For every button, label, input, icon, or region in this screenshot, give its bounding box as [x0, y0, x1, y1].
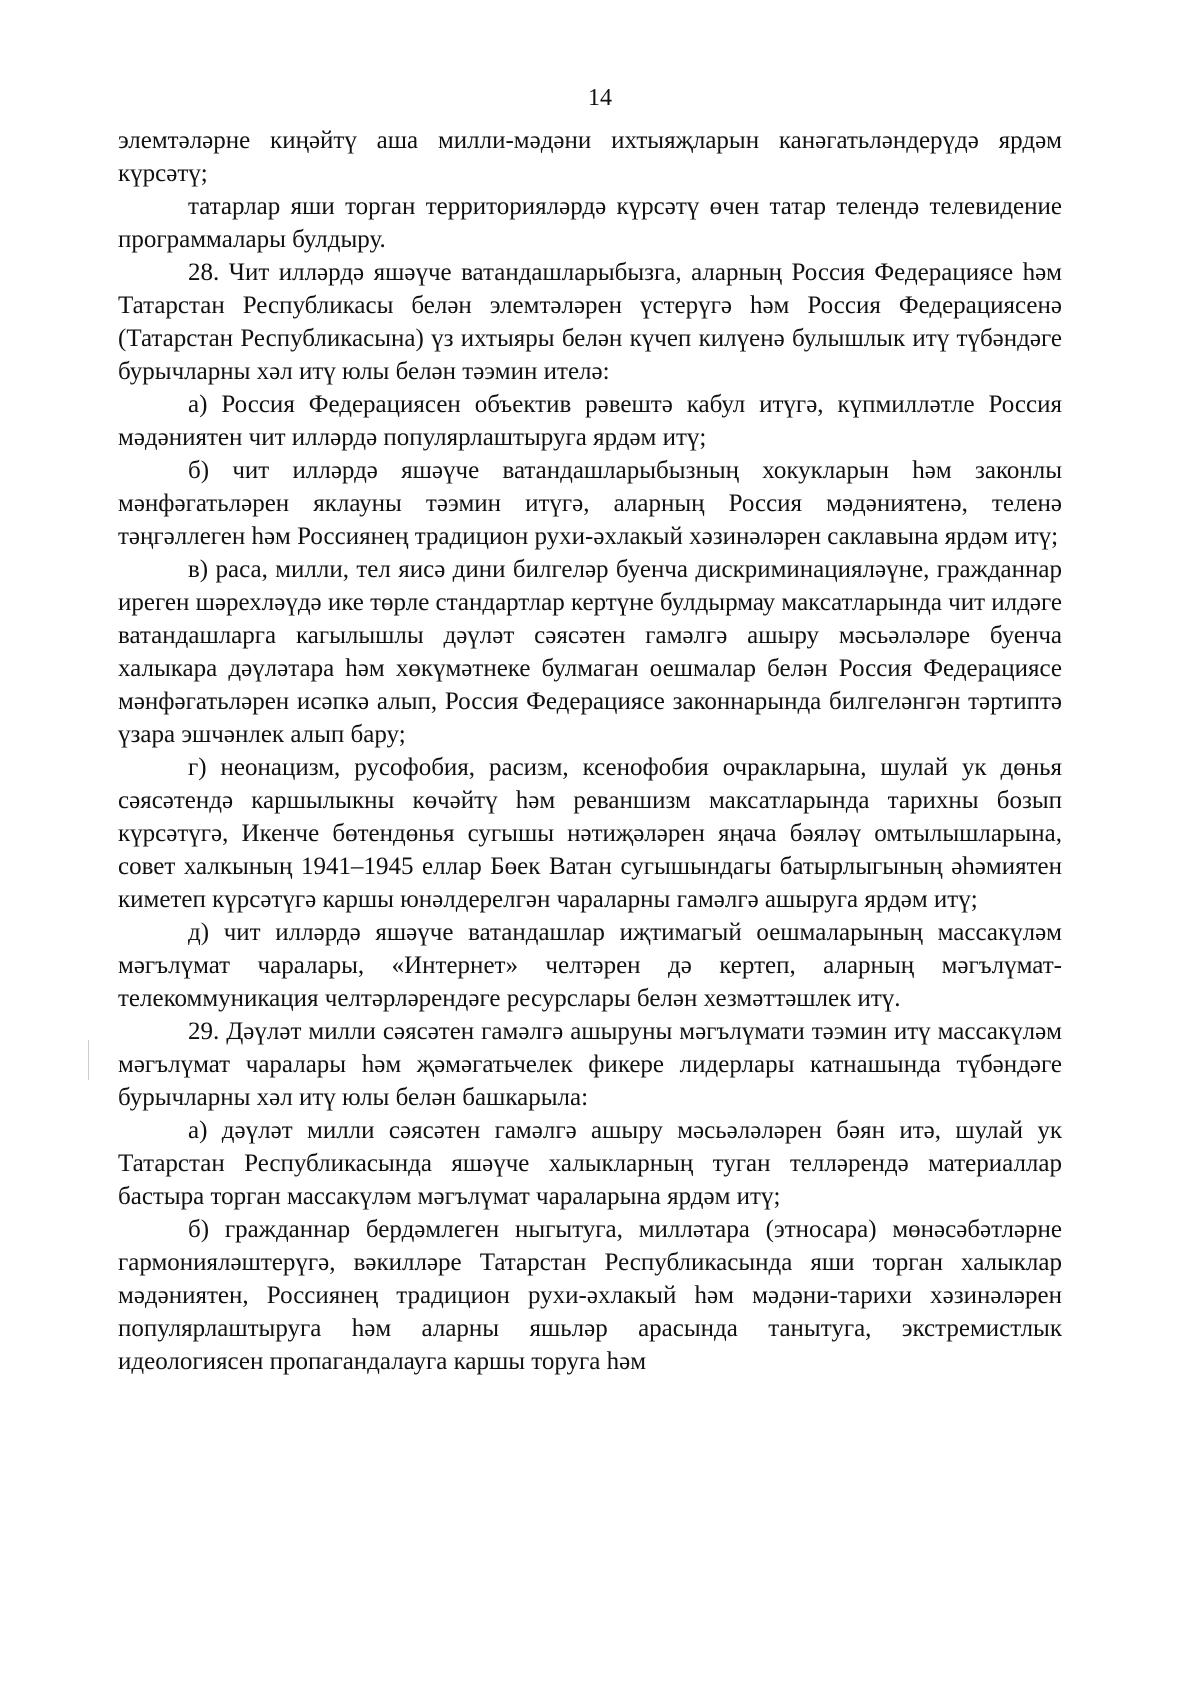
- paragraph-item-28: 28. Чит илләрдә яшәүче ватандашларыбызга, аларның Россия Федерациясе һәм Татарстан Республикасы белән элемтәләрен үстерүгә һәм Россия Федерациясенә (Татарстан Республикасына) үз ихтыяры белән күчеп килүенә булышлык итү түбәндәге бурычларны хәл итү юлы белән тәэмин ителә:: [118, 259, 1062, 385]
- paragraph-item-28-a: а) Россия Федерациясен объектив рәвештә кабул итүгә, күпмилләтле Россия мәдәниятен чит илләрдә популярлаштыруга ярдәм итү;: [118, 391, 1062, 451]
- paragraph-item-29: 29. Дәүләт милли сәясәтен гамәлгә ашыруны мәгълүмати тәэмин итү массакүләм мәгълүмат чаралары һәм җәмәгатьчелек фикере лидерлары катнашында түбәндәге бурычларны хәл итү юлы белән башкарыла:: [118, 1018, 1062, 1111]
- paragraph-item-29-b: б) гражданнар бердәмлеген ныгытуга, милләтара (этносара) мөнәсәбәтләрне гармонияләштерүгә, вәкилләре Татарстан Республикасында яши торган халыклар мәдәниятен, Россиянең традицион рухи-әхлакый һәм мәдәни-тарихи хәзинәләрен популярлаштыруга һәм аларны яшьләр арасында танытуга, экстремистлык идеологиясен пропагандалауга каршы торуга һәм: [118, 1216, 1062, 1375]
- paragraph-item-28-d: д) чит илләрдә яшәүче ватандашлар иҗтимагый оешмаларының массакүләм мәгълүмат чаралары, «Интернет» челтәрен дә кертеп, аларның мәгълүмат-телекоммуникация челтәрләрендәге ресурслары белән хезмәттәшлек итү.: [118, 919, 1062, 1012]
- scan-artifact-line: [88, 1040, 89, 1080]
- page-number: 14: [588, 85, 612, 111]
- paragraph-continuation: элемтәләрне киңәйтү аша милли-мәдәни ихтыяҗларын канәгатьләндерүдә ярдәм күрсәтү;: [118, 127, 1062, 187]
- paragraph-item-29-a: а) дәүләт милли сәясәтен гамәлгә ашыру мәсьәләләрен бәян итә, шулай ук Татарстан Республикасында яшәүче халыкларның туган телләрендә материаллар бастыра торган массакүләм мәгълүмат чараларына ярдәм итү;: [118, 1117, 1062, 1210]
- paragraph-tv-programs: татарлар яши торган территорияләрдә күрсәтү өчен татар телендә телевидение программалары булдыру.: [118, 193, 1062, 253]
- paragraph-item-28-b: б) чит илләрдә яшәүче ватандашларыбызның хокукларын һәм законлы мәнфәгатьләрен яклауны тәэмин итүгә, аларның Россия мәдәниятенә, теленә тәңгәллеген һәм Россиянең традицион рухи-әхлакый хәзинәләрен саклавына ярдәм итү;: [118, 457, 1062, 550]
- paragraph-item-28-g: г) неонацизм, русофобия, расизм, ксенофобия очракларына, шулай ук дөнья сәясәтендә каршылыкны көчәйтү һәм реваншизм максатларында тарихны бозып күрсәтүгә, Икенче бөтендөнья сугышы нәтиҗәләрен яңача бәяләү омтылышларына, совет халкының 1941–1945 еллар Бөек Ватан сугышындагы батырлыгының әһәмиятен киметеп күрсәтүгә каршы юнәлдерелгән чараларны гамәлгә ашыруга ярдәм итү;: [118, 754, 1062, 913]
- document-body: [118, 124, 1062, 1378]
- paragraph-item-28-v: в) раса, милли, тел яисә дини билгеләр буенча дискриминацияләүне, гражданнар иреген шәрехләүдә ике төрле стандартлар кертүне булдырмау максатларында чит илдәге ватандашларга кагылышлы дәүләт сәясәтен гамәлгә ашыру мәсьәләләре буенча халыкара дәүләтара һәм хөкүмәтнеке булмаган оешмалар белән Россия Федерациясе мәнфәгатьләрен исәпкә алып, Россия Федерациясе законнарында билгеләнгән тәртиптә үзара эшчәнлек алып бару;: [118, 556, 1062, 748]
